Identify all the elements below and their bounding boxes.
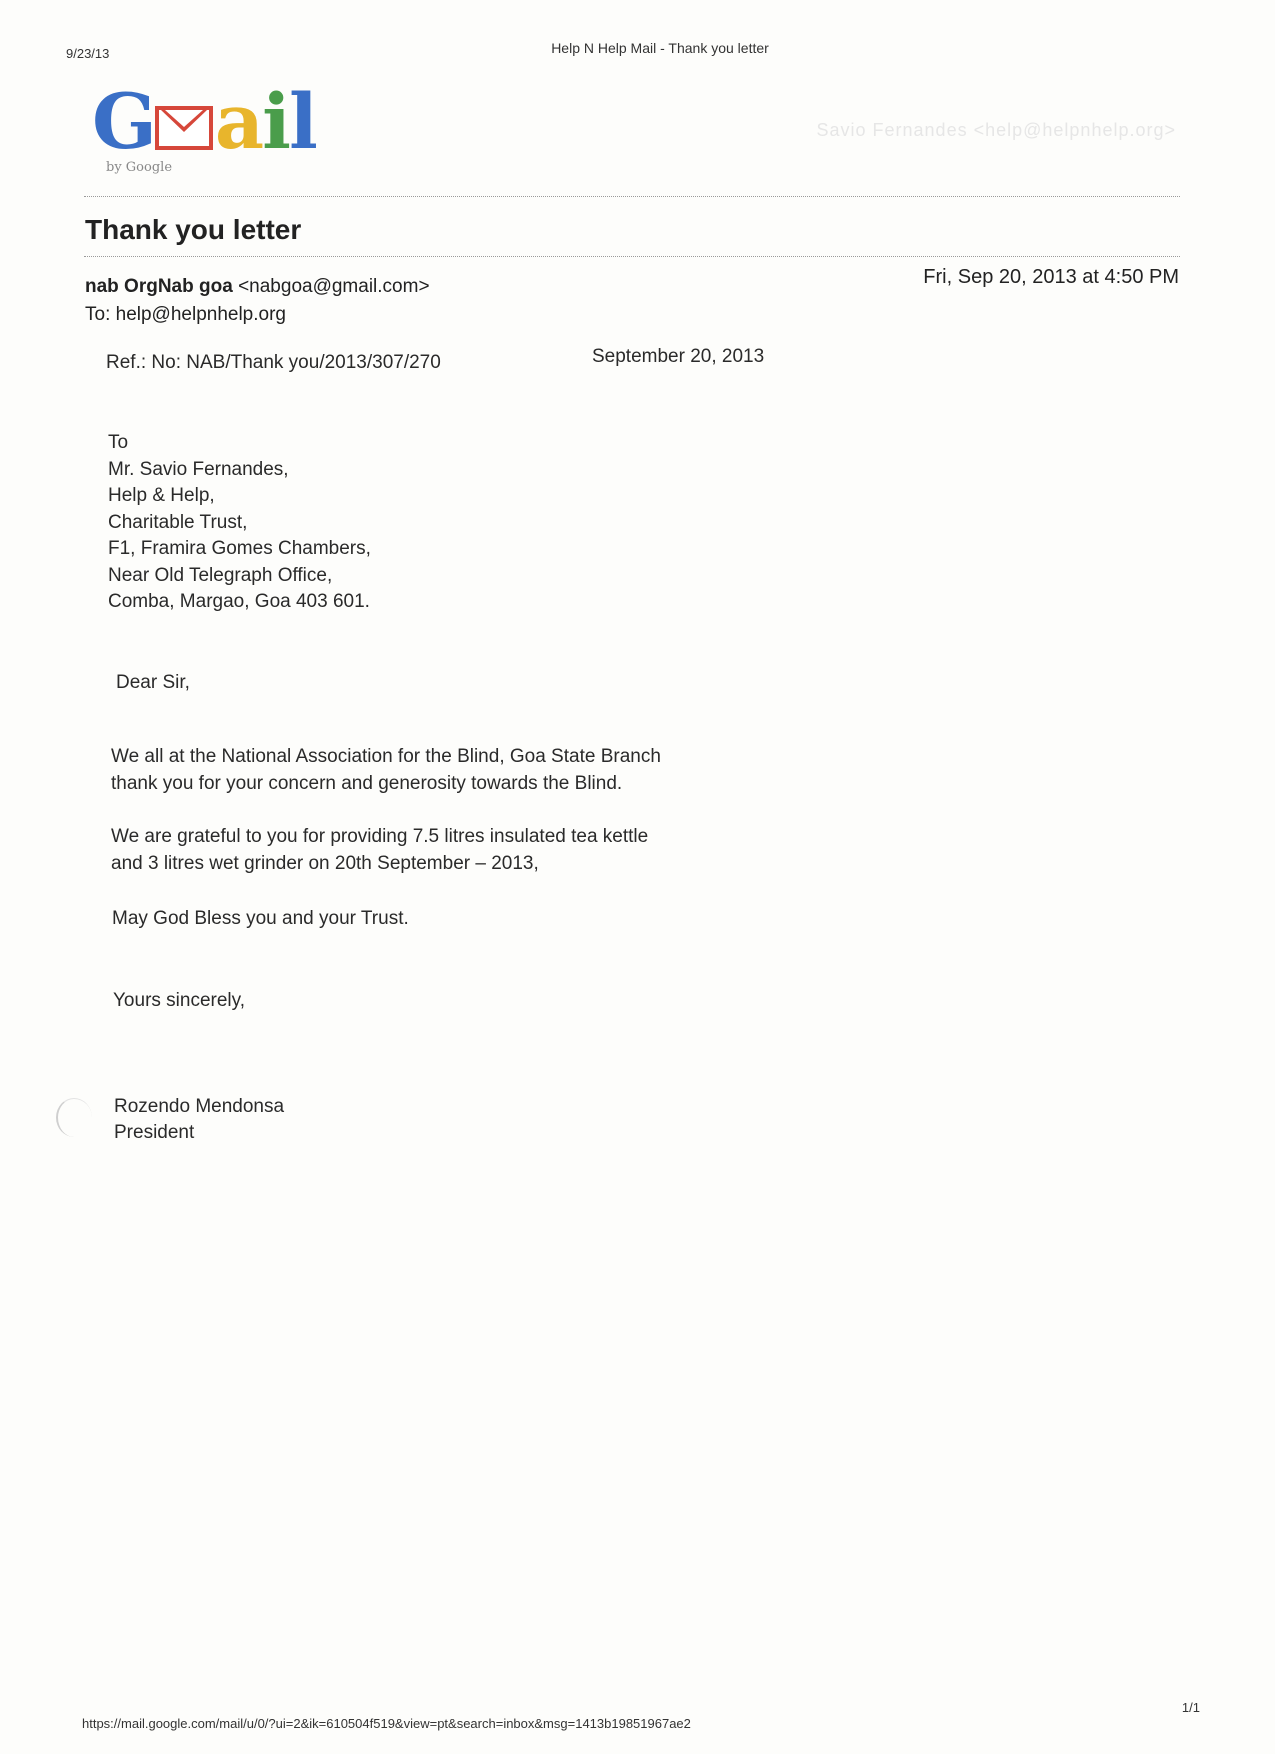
account-label: Savio Fernandes <help@helpnhelp.org> <box>816 120 1176 140</box>
address-line: To <box>108 432 129 453</box>
print-date: 9/23/13 <box>66 46 110 61</box>
letter-date: September 20, 2013 <box>592 346 765 367</box>
body-paragraph-2 <box>111 824 811 877</box>
reference-number: Ref.: No: NAB/Thank you/2013/307/270 <box>106 352 441 373</box>
address-line: Help & Help, <box>108 485 215 506</box>
sender-name: nab OrgNab goa <box>85 276 233 297</box>
signature-name: Rozendo Mendonsa <box>114 1096 285 1117</box>
paragraph-line: and 3 litres wet grinder on 20th September – 2013, <box>111 852 539 874</box>
address-line: F1, Framira Gomes Chambers, <box>108 538 371 559</box>
print-page-title: Help N Help Mail - Thank you letter <box>551 40 769 56</box>
address-line: Mr. Savio Fernandes, <box>108 458 289 480</box>
address-line: Near Old Telegraph Office, <box>108 564 333 586</box>
closing: Yours sincerely, <box>113 990 246 1011</box>
sender-email: <nabgoa@gmail.com> <box>238 276 430 297</box>
logo-letters-ail: ail <box>214 77 316 166</box>
paragraph-line: We are grateful to you for providing 7.5 litres insulated tea kettle <box>111 826 649 847</box>
subject-divider <box>84 256 1180 257</box>
signature-title: President <box>114 1122 195 1143</box>
punch-hole-mark <box>56 1098 92 1137</box>
recipient-address <box>108 430 371 616</box>
sender-line <box>85 276 430 298</box>
address-line: Comba, Margao, Goa 403 601. <box>108 591 370 612</box>
recipient-line: To: help@helpnhelp.org <box>85 304 286 325</box>
email-subject: Thank you letter <box>85 214 302 245</box>
logo-byline: by Google <box>106 160 173 175</box>
paragraph-line: thank you for your concern and generosity towards the Blind. <box>111 772 623 794</box>
header-divider <box>84 196 1180 197</box>
page-number: 1/1 <box>1181 1700 1200 1715</box>
gmail-logo <box>92 77 316 182</box>
sent-date: Fri, Sep 20, 2013 at 4:50 PM <box>923 266 1179 288</box>
address-line: Charitable Trust, <box>108 511 248 533</box>
salutation: Dear Sir, <box>116 672 190 693</box>
footer-url: https://mail.google.com/mail/u/0/?ui=2&ik=610504f519&view=pt&search=inbox&msg=1413b19851967ae2 <box>82 1716 691 1731</box>
body-paragraph-1 <box>111 744 811 797</box>
body-paragraph-3: May God Bless you and your Trust. <box>112 908 409 929</box>
gmail-envelope-icon <box>155 106 213 150</box>
paragraph-line: We all at the National Association for the Blind, Goa State Branch <box>111 746 661 767</box>
logo-letter-g: G <box>92 77 155 166</box>
